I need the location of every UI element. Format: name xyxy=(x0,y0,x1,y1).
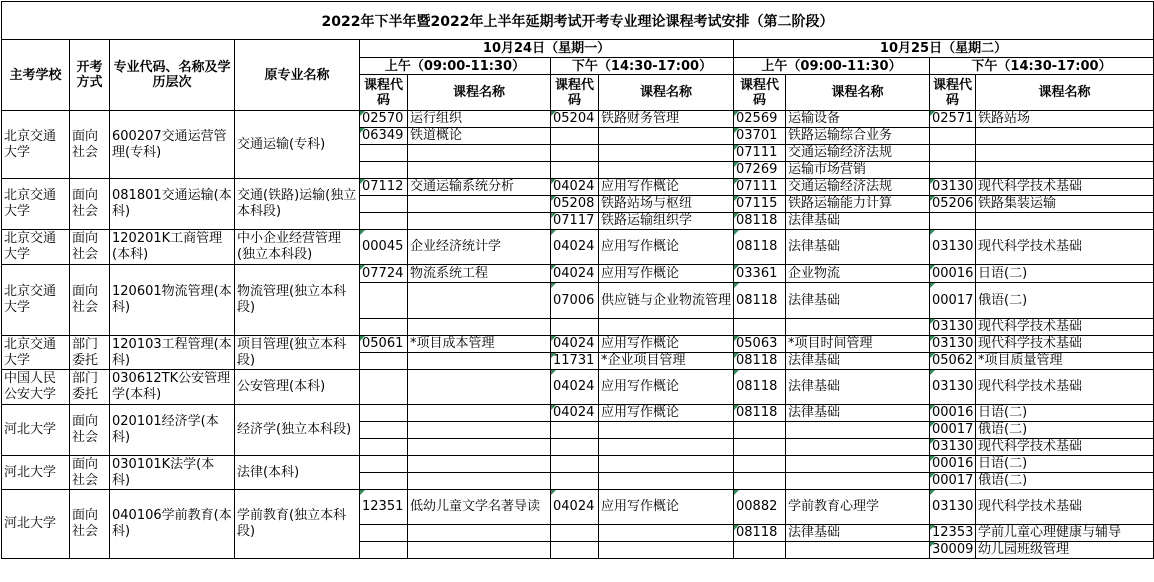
course-code-cell: 08118 xyxy=(734,230,786,265)
course-name-cell xyxy=(408,439,551,456)
course-name-cell: 俄语(二) xyxy=(976,422,1154,439)
table-row xyxy=(2,179,1154,196)
course-name-cell: 低幼儿童文学名著导读 xyxy=(408,490,551,525)
course-code-cell xyxy=(930,162,976,179)
course-code-cell: 08118 xyxy=(734,283,786,319)
course-code-cell: 00882 xyxy=(734,490,786,525)
course-name-cell xyxy=(599,456,734,473)
major-cell: 030612TK公安管理学(本科) xyxy=(110,370,235,405)
major-cell: 040106学前教育(本科) xyxy=(110,490,235,559)
course-name-cell: *项目成本管理 xyxy=(408,336,551,353)
header-course-name: 课程名称 xyxy=(408,75,551,111)
table-row xyxy=(2,336,1154,353)
course-code-cell: 00017 xyxy=(930,473,976,490)
course-name-cell xyxy=(976,213,1154,230)
course-name-cell: 现代科学技术基础 xyxy=(976,230,1154,265)
course-name-cell xyxy=(599,319,734,336)
course-name-cell: 铁路站场与枢纽 xyxy=(599,196,734,213)
course-code-cell xyxy=(551,439,599,456)
course-name-cell: 法律基础 xyxy=(786,283,930,319)
course-name-cell xyxy=(408,473,551,490)
major-cell: 120601物流管理(本科) xyxy=(110,265,235,336)
course-code-cell xyxy=(360,145,408,162)
course-name-cell: 物流系统工程 xyxy=(408,265,551,283)
course-name-cell xyxy=(408,145,551,162)
course-name-cell: 铁路财务管理 xyxy=(599,111,734,128)
course-name-cell: 交通运输系统分析 xyxy=(408,179,551,196)
course-code-cell: 04024 xyxy=(551,405,599,422)
course-name-cell xyxy=(408,542,551,559)
school-cell: 北京交通大学 xyxy=(2,230,70,265)
course-name-cell xyxy=(786,456,930,473)
table-row xyxy=(2,490,1154,525)
header-day2-am: 上午（09:00-11:30） xyxy=(734,58,930,75)
course-name-cell: 应用写作概论 xyxy=(599,230,734,265)
course-code-cell: 11731 xyxy=(551,353,599,370)
course-code-cell xyxy=(734,422,786,439)
course-name-cell xyxy=(408,456,551,473)
course-code-cell xyxy=(360,370,408,405)
course-name-cell xyxy=(408,370,551,405)
course-name-cell: 学前儿童心理健康与辅导 xyxy=(976,525,1154,542)
original-major-cell: 项目管理(独立本科段) xyxy=(235,336,360,370)
course-code-cell: 03361 xyxy=(734,265,786,283)
course-name-cell: 交通运输经济法规 xyxy=(786,179,930,196)
header-course-code: 课程代码 xyxy=(551,75,599,111)
school-cell: 北京交通大学 xyxy=(2,111,70,179)
mode-cell: 面向社会 xyxy=(70,230,110,265)
major-cell: 020101经济学(本科) xyxy=(110,405,235,456)
course-name-cell: 应用写作概论 xyxy=(599,370,734,405)
course-name-cell xyxy=(976,128,1154,145)
course-name-cell xyxy=(599,145,734,162)
course-code-cell xyxy=(360,525,408,542)
header-course-code: 课程代码 xyxy=(360,75,408,111)
table-row xyxy=(2,456,1154,473)
table-row xyxy=(2,265,1154,283)
course-name-cell xyxy=(408,196,551,213)
course-name-cell: 交通运输经济法规 xyxy=(786,145,930,162)
course-code-cell: 03130 xyxy=(930,439,976,456)
major-cell: 030101K法学(本科) xyxy=(110,456,235,490)
header-day1: 10月24日（星期一） xyxy=(360,40,734,58)
major-cell: 081801交通运输(本科) xyxy=(110,179,235,230)
header-major: 专业代码、名称及学历层次 xyxy=(110,40,235,111)
table-title: 2022年下半年暨2022年上半年延期考试开考专业理论课程考试安排（第二阶段） xyxy=(2,2,1154,40)
course-name-cell: 现代科学技术基础 xyxy=(976,490,1154,525)
course-name-cell: 企业物流 xyxy=(786,265,930,283)
course-code-cell: 07111 xyxy=(734,145,786,162)
table-row xyxy=(2,111,1154,128)
school-cell: 北京交通大学 xyxy=(2,265,70,336)
course-code-cell: 05063 xyxy=(734,336,786,353)
course-code-cell xyxy=(551,456,599,473)
course-name-cell xyxy=(408,162,551,179)
course-code-cell: 05061 xyxy=(360,336,408,353)
course-code-cell xyxy=(360,196,408,213)
mode-cell: 面向社会 xyxy=(70,265,110,336)
course-code-cell xyxy=(360,456,408,473)
course-code-cell xyxy=(360,439,408,456)
major-cell: 120201K工商管理(本科) xyxy=(110,230,235,265)
course-name-cell: *项目时间管理 xyxy=(786,336,930,353)
course-code-cell: 05062 xyxy=(930,353,976,370)
course-name-cell: 铁路运输组织学 xyxy=(599,213,734,230)
header-day2: 10月25日（星期二） xyxy=(734,40,1154,58)
course-name-cell: 现代科学技术基础 xyxy=(976,319,1154,336)
mode-cell: 面向社会 xyxy=(70,456,110,490)
course-name-cell: 应用写作概论 xyxy=(599,265,734,283)
course-code-cell xyxy=(551,145,599,162)
course-name-cell: 应用写作概论 xyxy=(599,179,734,196)
course-code-cell: 05208 xyxy=(551,196,599,213)
course-name-cell xyxy=(599,542,734,559)
course-name-cell: 现代科学技术基础 xyxy=(976,336,1154,353)
course-code-cell: 00017 xyxy=(930,422,976,439)
course-code-cell xyxy=(360,422,408,439)
course-code-cell: 00016 xyxy=(930,405,976,422)
course-code-cell: 04024 xyxy=(551,265,599,283)
course-code-cell: 03130 xyxy=(930,490,976,525)
course-code-cell xyxy=(551,422,599,439)
course-name-cell: 运输市场营销 xyxy=(786,162,930,179)
course-code-cell: 00016 xyxy=(930,456,976,473)
header-day1-pm: 下午（14:30-17:00） xyxy=(551,58,734,75)
header-course-code: 课程代码 xyxy=(734,75,786,111)
course-name-cell: 俄语(二) xyxy=(976,283,1154,319)
course-name-cell xyxy=(786,319,930,336)
course-code-cell: 08118 xyxy=(734,525,786,542)
course-code-cell: 07117 xyxy=(551,213,599,230)
course-name-cell: 法律基础 xyxy=(786,230,930,265)
course-code-cell xyxy=(551,319,599,336)
course-name-cell: 日语(二) xyxy=(976,265,1154,283)
course-code-cell: 03130 xyxy=(930,230,976,265)
course-code-cell: 07112 xyxy=(360,179,408,196)
original-major-cell: 公安管理(本科) xyxy=(235,370,360,405)
major-cell: 600207交通运营管理(专科) xyxy=(110,111,235,179)
header-course-name: 课程名称 xyxy=(786,75,930,111)
course-name-cell: 铁路运输综合业务 xyxy=(786,128,930,145)
course-code-cell xyxy=(734,439,786,456)
course-name-cell: 法律基础 xyxy=(786,525,930,542)
course-code-cell: 08118 xyxy=(734,405,786,422)
course-code-cell: 02569 xyxy=(734,111,786,128)
course-code-cell: 05204 xyxy=(551,111,599,128)
course-name-cell xyxy=(599,422,734,439)
course-name-cell: 运行组织 xyxy=(408,111,551,128)
course-code-cell: 07269 xyxy=(734,162,786,179)
course-code-cell xyxy=(734,456,786,473)
course-code-cell xyxy=(930,213,976,230)
course-name-cell: *企业项目管理 xyxy=(599,353,734,370)
header-day1-am: 上午（09:00-11:30） xyxy=(360,58,551,75)
course-name-cell: 应用写作概论 xyxy=(599,336,734,353)
course-code-cell: 04024 xyxy=(551,179,599,196)
course-code-cell: 08118 xyxy=(734,370,786,405)
course-name-cell xyxy=(599,439,734,456)
course-code-cell xyxy=(551,128,599,145)
course-name-cell: 日语(二) xyxy=(976,405,1154,422)
header-course-code: 课程代码 xyxy=(930,75,976,111)
course-code-cell: 04024 xyxy=(551,370,599,405)
course-code-cell xyxy=(551,525,599,542)
table-row xyxy=(2,405,1154,422)
header-course-name: 课程名称 xyxy=(599,75,734,111)
header-school: 主考学校 xyxy=(2,40,70,111)
course-code-cell: 03130 xyxy=(930,370,976,405)
course-code-cell: 02571 xyxy=(930,111,976,128)
course-name-cell xyxy=(408,422,551,439)
course-code-cell: 07115 xyxy=(734,196,786,213)
school-cell: 河北大学 xyxy=(2,405,70,456)
course-code-cell xyxy=(930,145,976,162)
school-cell: 中国人民公安大学 xyxy=(2,370,70,405)
course-name-cell xyxy=(976,162,1154,179)
course-code-cell: 08118 xyxy=(734,353,786,370)
course-code-cell: 03130 xyxy=(930,179,976,196)
original-major-cell: 法律(本科) xyxy=(235,456,360,490)
course-code-cell: 02570 xyxy=(360,111,408,128)
course-code-cell: 12351 xyxy=(360,490,408,525)
course-name-cell: 法律基础 xyxy=(786,213,930,230)
course-name-cell: 法律基础 xyxy=(786,370,930,405)
course-code-cell: 07724 xyxy=(360,265,408,283)
major-cell: 120103工程管理(本科) xyxy=(110,336,235,370)
course-name-cell xyxy=(786,542,930,559)
course-code-cell: 07111 xyxy=(734,179,786,196)
school-cell: 北京交通大学 xyxy=(2,336,70,370)
course-name-cell xyxy=(599,162,734,179)
course-code-cell xyxy=(360,542,408,559)
header-mode: 开考方式 xyxy=(70,40,110,111)
course-code-cell xyxy=(551,542,599,559)
course-code-cell: 04024 xyxy=(551,230,599,265)
course-code-cell: 05206 xyxy=(930,196,976,213)
original-major-cell: 经济学(独立本科段) xyxy=(235,405,360,456)
header-day2-pm: 下午（14:30-17:00） xyxy=(930,58,1154,75)
course-code-cell xyxy=(551,473,599,490)
course-code-cell xyxy=(360,319,408,336)
original-major-cell: 物流管理(独立本科段) xyxy=(235,265,360,336)
mode-cell: 面向社会 xyxy=(70,179,110,230)
original-major-cell: 交通(铁路)运输(独立本科段) xyxy=(235,179,360,230)
mode-cell: 面向社会 xyxy=(70,111,110,179)
course-code-cell: 03701 xyxy=(734,128,786,145)
table-row xyxy=(2,370,1154,405)
mode-cell: 部门委托 xyxy=(70,336,110,370)
course-code-cell: 12353 xyxy=(930,525,976,542)
exam-schedule-table xyxy=(1,1,1154,559)
header-course-name: 课程名称 xyxy=(976,75,1154,111)
course-code-cell xyxy=(734,473,786,490)
course-name-cell: 学前教育心理学 xyxy=(786,490,930,525)
course-name-cell xyxy=(599,525,734,542)
course-code-cell: 03130 xyxy=(930,319,976,336)
course-name-cell: 铁路运输能力计算 xyxy=(786,196,930,213)
course-name-cell: 幼儿园班级管理 xyxy=(976,542,1154,559)
course-name-cell: 运输设备 xyxy=(786,111,930,128)
course-name-cell: 应用写作概论 xyxy=(599,405,734,422)
course-name-cell: *项目质量管理 xyxy=(976,353,1154,370)
course-name-cell: 法律基础 xyxy=(786,353,930,370)
course-code-cell: 08118 xyxy=(734,213,786,230)
original-major-cell: 交通运输(专科) xyxy=(235,111,360,179)
header-original-major: 原专业名称 xyxy=(235,40,360,111)
course-name-cell: 铁路集装运输 xyxy=(976,196,1154,213)
course-name-cell xyxy=(408,405,551,422)
course-name-cell xyxy=(786,422,930,439)
course-name-cell: 俄语(二) xyxy=(976,473,1154,490)
course-code-cell xyxy=(734,542,786,559)
mode-cell: 面向社会 xyxy=(70,405,110,456)
course-code-cell: 30009 xyxy=(930,542,976,559)
course-code-cell xyxy=(360,353,408,370)
course-code-cell: 00016 xyxy=(930,265,976,283)
course-code-cell: 04024 xyxy=(551,490,599,525)
course-code-cell xyxy=(360,283,408,319)
course-name-cell xyxy=(599,128,734,145)
course-name-cell: 铁路站场 xyxy=(976,111,1154,128)
course-code-cell: 04024 xyxy=(551,336,599,353)
course-code-cell xyxy=(360,405,408,422)
school-cell: 河北大学 xyxy=(2,490,70,559)
mode-cell: 部门委托 xyxy=(70,370,110,405)
school-cell: 河北大学 xyxy=(2,456,70,490)
course-code-cell: 00017 xyxy=(930,283,976,319)
course-code-cell xyxy=(551,162,599,179)
course-name-cell: 铁道概论 xyxy=(408,128,551,145)
course-code-cell xyxy=(360,473,408,490)
course-code-cell xyxy=(734,319,786,336)
course-code-cell xyxy=(360,213,408,230)
course-name-cell: 企业经济统计学 xyxy=(408,230,551,265)
course-code-cell xyxy=(360,162,408,179)
course-name-cell xyxy=(408,353,551,370)
school-cell: 北京交通大学 xyxy=(2,179,70,230)
original-major-cell: 学前教育(独立本科段) xyxy=(235,490,360,559)
course-name-cell xyxy=(786,439,930,456)
course-name-cell: 法律基础 xyxy=(786,405,930,422)
course-name-cell xyxy=(408,525,551,542)
course-code-cell: 07006 xyxy=(551,283,599,319)
course-name-cell xyxy=(408,319,551,336)
course-code-cell: 03130 xyxy=(930,336,976,353)
course-code-cell xyxy=(930,128,976,145)
mode-cell: 面向社会 xyxy=(70,490,110,559)
course-name-cell xyxy=(408,283,551,319)
original-major-cell: 中小企业经营管理(独立本科段) xyxy=(235,230,360,265)
course-name-cell: 现代科学技术基础 xyxy=(976,439,1154,456)
course-name-cell xyxy=(408,213,551,230)
course-name-cell: 应用写作概论 xyxy=(599,490,734,525)
course-code-cell: 00045 xyxy=(360,230,408,265)
course-name-cell: 日语(二) xyxy=(976,456,1154,473)
table-row xyxy=(2,230,1154,265)
course-name-cell: 现代科学技术基础 xyxy=(976,179,1154,196)
course-name-cell xyxy=(786,473,930,490)
course-name-cell xyxy=(599,473,734,490)
course-name-cell: 供应链与企业物流管理 xyxy=(599,283,734,319)
course-code-cell: 06349 xyxy=(360,128,408,145)
course-name-cell xyxy=(976,145,1154,162)
course-name-cell: 现代科学技术基础 xyxy=(976,370,1154,405)
